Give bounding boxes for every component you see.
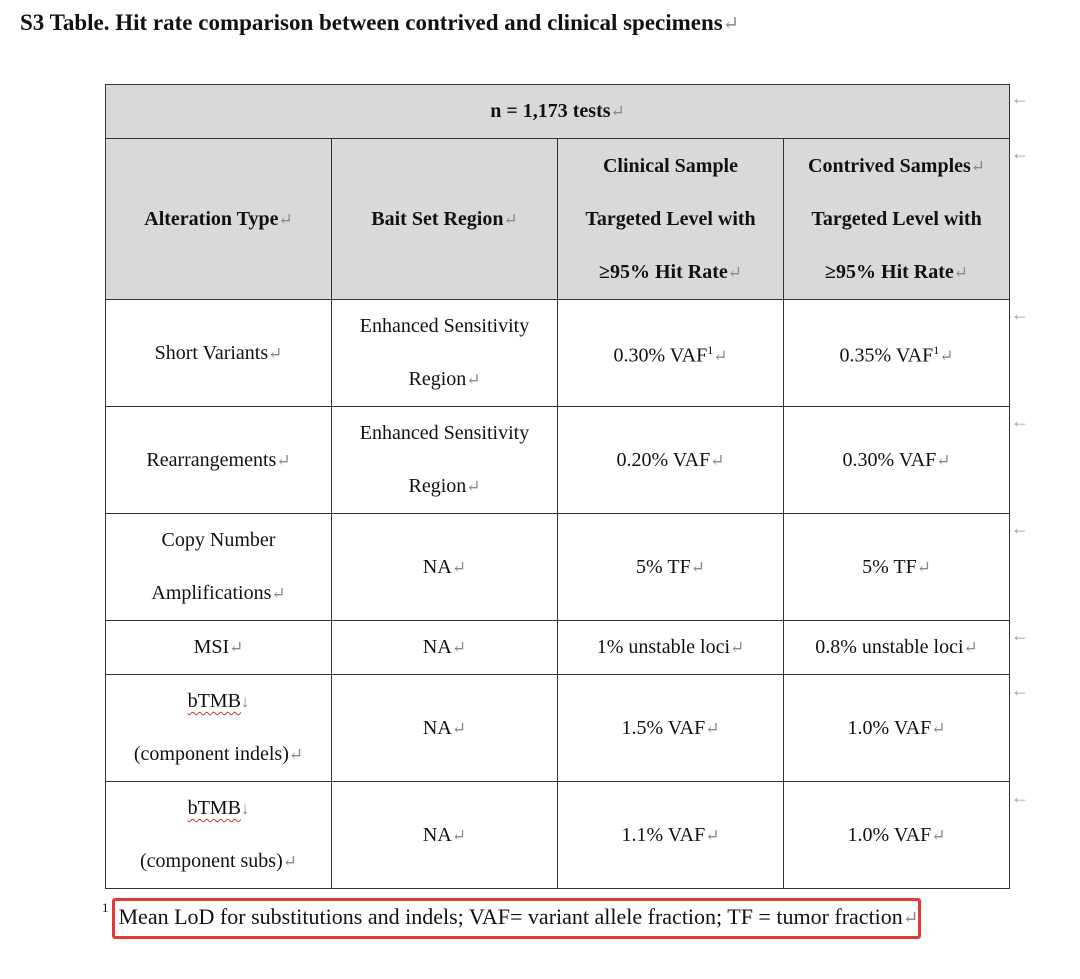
row-end-marker: ← [1011, 625, 1029, 645]
cell-contrived: 0.30% VAF↵ [784, 407, 1010, 514]
cell-contrived: 0.8% unstable loci↵ [784, 621, 1010, 675]
footnote-highlight-box: Mean LoD for substitutions and indels; VAF= variant allele fraction; TF = tumor fraction↵ [112, 898, 922, 939]
table-row-rearrangements [106, 407, 1010, 514]
cell-contrived: 1.0% VAF↵ [784, 675, 1010, 782]
table-footnote [102, 898, 921, 939]
cell-clinical: 0.30% VAF$^1$↵ [558, 300, 784, 407]
header-alteration-type: Alteration Type↵ [106, 139, 332, 300]
row-end-marker: ← [1011, 411, 1029, 431]
cell-bait: Enhanced Sensitivity Region↵ [332, 300, 558, 407]
table-top-header-row [106, 85, 1010, 139]
cell-contrived: 0.35% VAF$^1$↵ [784, 300, 1010, 407]
cell-alteration: Rearrangements↵ [106, 407, 332, 514]
cell-bait: Enhanced Sensitivity Region↵ [332, 407, 558, 514]
cell-contrived: 5% TF↵ [784, 514, 1010, 621]
row-end-marker: ← [1011, 518, 1029, 538]
cell-bait: NA↵ [332, 782, 558, 889]
footnote-text: Mean LoD for substitutions and indels; VAF= variant allele fraction; TF = tumor fraction [118, 904, 903, 929]
row-end-marker: ← [1011, 787, 1029, 807]
row-end-marker: ← [1011, 88, 1029, 108]
table-column-header-row [106, 139, 1010, 300]
header-bait-set-region: Bait Set Region↵ [332, 139, 558, 300]
cell-alteration: bTMB↓ (component indels)↵ [106, 675, 332, 782]
table-row-short-variants [106, 300, 1010, 407]
cell-clinical: 1.1% VAF↵ [558, 782, 784, 889]
row-end-marker: ← [1011, 680, 1029, 700]
cell-bait: NA↵ [332, 621, 558, 675]
table-row-btmb-subs [106, 782, 1010, 889]
header-contrived-samples: Contrived Samples↵ Targeted Level with ≥95% Hit Rate↵ [784, 139, 1010, 300]
header-clinical-sample: Clinical Sample Targeted Level with ≥95% Hit Rate↵ [558, 139, 784, 300]
row-end-marker: ← [1011, 304, 1029, 324]
cell-alteration: Short Variants↵ [106, 300, 332, 407]
cell-bait: NA↵ [332, 514, 558, 621]
cell-alteration: MSI↵ [106, 621, 332, 675]
cell-bait: NA↵ [332, 675, 558, 782]
cell-clinical: 1.5% VAF↵ [558, 675, 784, 782]
sample-count-header: n = 1,173 tests↵ [106, 85, 1010, 139]
table-title: S3 Table. Hit rate comparison between contrived and clinical specimens↵ [20, 10, 740, 35]
cell-alteration: Copy Number Amplifications↵ [106, 514, 332, 621]
cell-clinical: 0.20% VAF↵ [558, 407, 784, 514]
hit-rate-table [105, 84, 1010, 889]
row-end-marker: ← [1011, 143, 1029, 163]
table-row-btmb-indels [106, 675, 1010, 782]
cell-alteration: bTMB↓ (component subs)↵ [106, 782, 332, 889]
cell-clinical: 5% TF↵ [558, 514, 784, 621]
table-row-copy-number [106, 514, 1010, 621]
footnote-marker: 1 [102, 900, 109, 915]
cell-clinical: 1% unstable loci↵ [558, 621, 784, 675]
cell-contrived: 1.0% VAF↵ [784, 782, 1010, 889]
table-row-msi [106, 621, 1010, 675]
